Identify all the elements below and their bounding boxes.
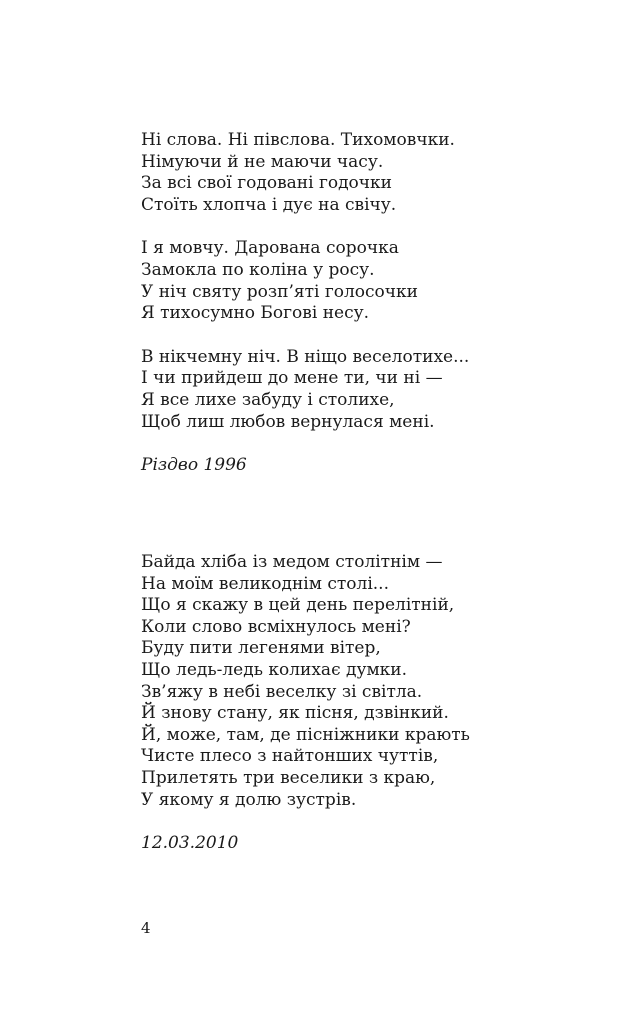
poem-line: Я все лихе забуду і столихе, bbox=[141, 389, 395, 410]
poem-line: Прилетять три веселики з краю, bbox=[141, 767, 436, 788]
poem-line: Зв’яжу в небі веселку зі світла. bbox=[141, 681, 423, 702]
poem-line: Німуючи й не маючи часу. bbox=[141, 151, 384, 172]
poem-line: Коли слово всміхнулось мені? bbox=[141, 616, 411, 637]
poem-line: Ні слова. Ні півслова. Тихомовчки. bbox=[141, 130, 455, 150]
poem-date: 12.03.2010 bbox=[141, 833, 239, 854]
stanza bbox=[141, 130, 469, 216]
stanza bbox=[141, 347, 469, 433]
poem-line: В нікчемну ніч. В ніщо веселотихе... bbox=[141, 346, 470, 367]
poem-christmas-1996 bbox=[141, 130, 469, 477]
poem-line: Стоїть хлопча і дує на свічу. bbox=[141, 194, 397, 215]
poem-line: І я мовчу. Дарована сорочка bbox=[141, 238, 399, 259]
stanza bbox=[141, 552, 470, 811]
poem-line: Буду пити легенями вітер, bbox=[141, 638, 381, 659]
poem-line: У якому я долю зустрів. bbox=[141, 789, 357, 810]
poem-line: Байда хліба із медом столітнім — bbox=[141, 552, 443, 572]
poem-line: І чи прийдеш до мене ти, чи ні — bbox=[141, 368, 443, 389]
poem-line: Чисте плесо з найтонших чуттів, bbox=[141, 746, 439, 767]
poem-2010 bbox=[141, 552, 470, 855]
poem-line: Я тихосумно Богові несу. bbox=[141, 303, 370, 324]
poem-line: Щоб лиш любов вернулася мені. bbox=[141, 411, 435, 432]
poem-date: Різдво 1996 bbox=[141, 455, 247, 476]
poem-line: Що я скажу в цей день перелітній, bbox=[141, 595, 455, 616]
stanza bbox=[141, 238, 469, 324]
poem-line: Що ледь-ледь колихає думки. bbox=[141, 659, 408, 680]
page-number: 4 bbox=[141, 919, 151, 937]
poem-line: За всі свої годовані годочки bbox=[141, 173, 392, 194]
poem-line: На моїм великоднім столі... bbox=[141, 573, 389, 594]
poem-line: У ніч святу розп’яті голосочки bbox=[141, 281, 418, 302]
poem-line: Замокла по коліна у росу. bbox=[141, 259, 375, 280]
poem-line: Й знову стану, як пісня, дзвінкий. bbox=[141, 703, 449, 724]
poem-line: Й, може, там, де пісніжники крають bbox=[141, 724, 470, 745]
